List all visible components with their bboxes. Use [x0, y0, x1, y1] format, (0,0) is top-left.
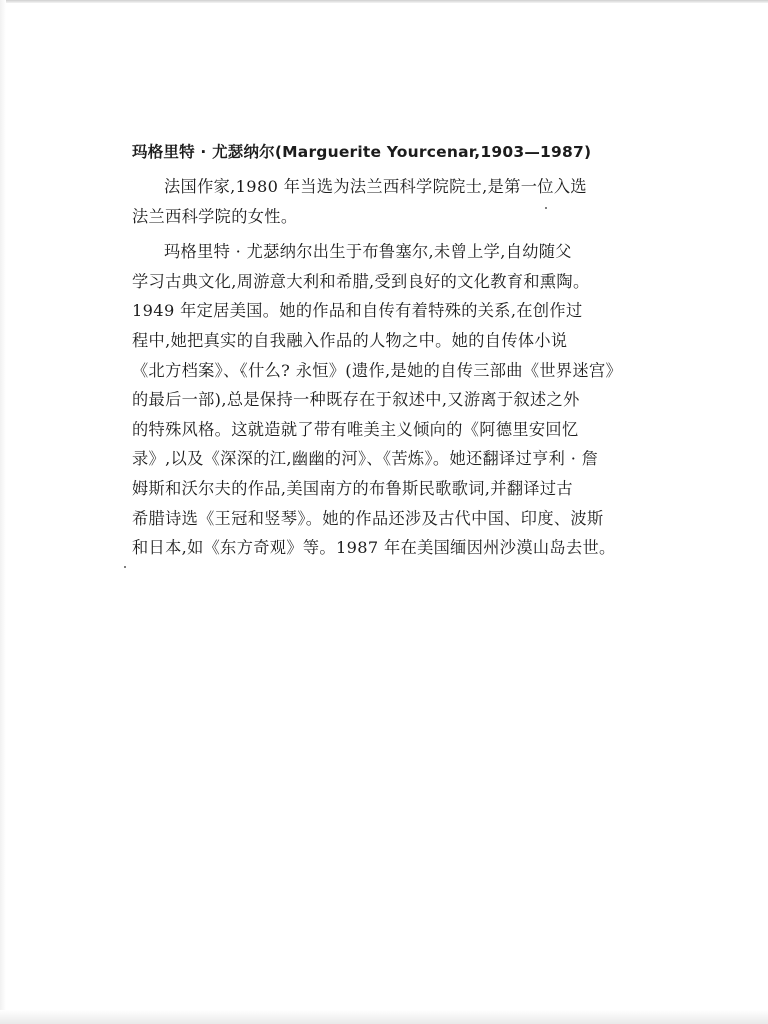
- paragraph-line: 程中,她把真实的自我融入作品的人物之中。她的自传体小说: [132, 330, 568, 350]
- paragraph-line: 学习古典文化,周游意大利和希腊,受到良好的文化教育和熏陶。: [132, 271, 590, 291]
- paragraph-line: 姆斯和沃尔夫的作品,美国南方的布鲁斯民歌歌词,并翻译过古: [132, 478, 573, 498]
- paragraph-line: 的最后一部),总是保持一种既存在于叙述中,又游离于叙述之外: [132, 390, 580, 410]
- document-text-block: [132, 138, 662, 563]
- paragraph-line: 录》,以及《深深的江,幽幽的河》、《苦炼》。她还翻译过亨利 · 詹: [132, 449, 599, 469]
- scan-edge-bottom: [0, 1010, 768, 1024]
- paragraph-biography: [132, 237, 662, 563]
- paragraph-line: 法国作家,1980 年当选为法兰西科学院院士,是第一位入选: [164, 177, 587, 196]
- scan-edge-left: [0, 0, 6, 1024]
- paragraph-line: 《北方档案》、《什么? 永恒》(遗作,是她的自传三部曲《世界迷宫》: [132, 360, 623, 380]
- paragraph-line: 玛格里特 · 尤瑟纳尔出生于布鲁塞尔,未曾上学,自幼随父: [164, 242, 572, 262]
- paragraph-line: 希腊诗选《王冠和竖琴》。她的作品还涉及古代中国、印度、波斯: [132, 508, 604, 528]
- paragraph-line: 和日本,如《东方奇观》等。1987 年在美国缅因州沙漠山岛去世。: [132, 538, 616, 558]
- paragraph-line: 的特殊风格。这就造就了带有唯美主义倾向的《阿德里安回忆: [132, 419, 579, 439]
- author-heading: 玛格里特 · 尤瑟纳尔(Marguerite Yourcenar,1903—1987): [132, 143, 592, 161]
- paragraph-line: 1949 年定居美国。她的作品和自传有着特殊的关系,在创作过: [132, 301, 583, 321]
- paragraph-intro: [132, 172, 662, 231]
- paragraph-line: 法兰西科学院的女性。: [132, 206, 298, 226]
- scan-speck: [124, 566, 126, 568]
- scan-edge-top: [0, 0, 768, 3]
